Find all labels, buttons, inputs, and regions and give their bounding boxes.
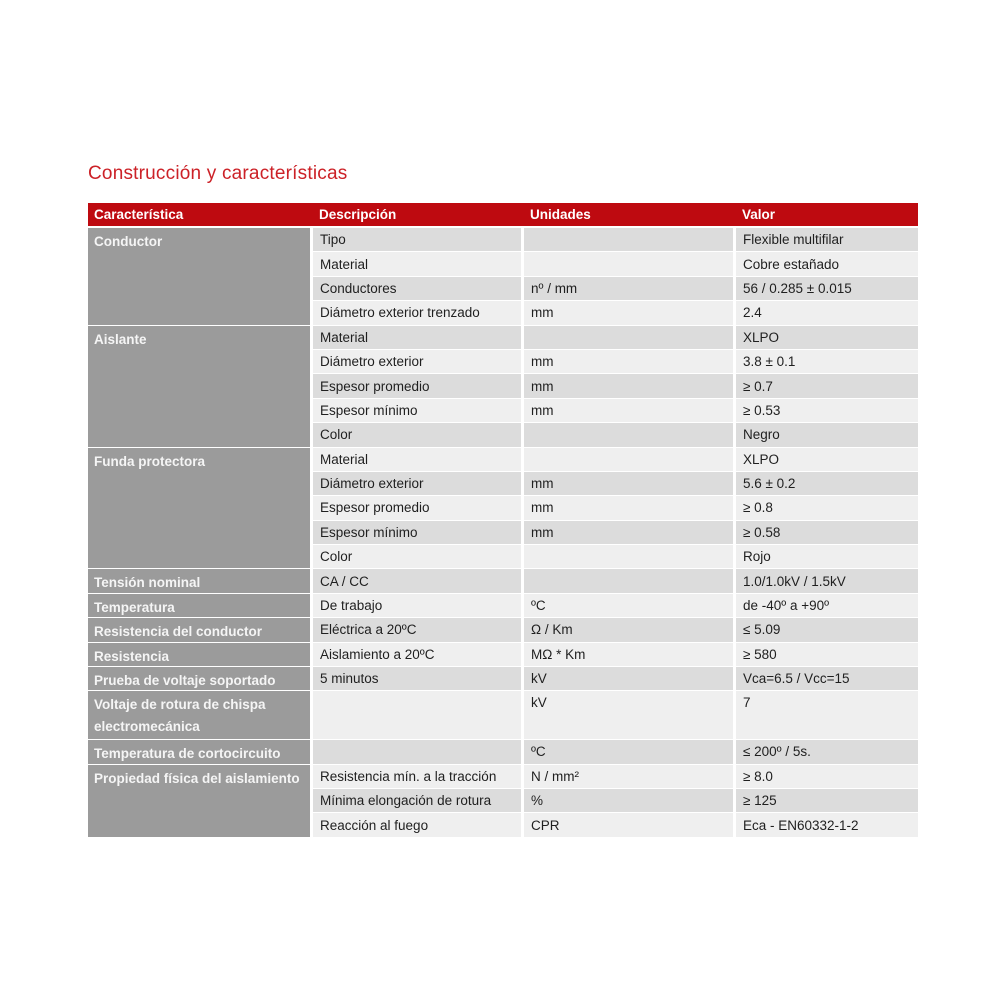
units-cell: mm [524,496,733,519]
units-cell [524,252,733,275]
value-cell: 1.0/1.0kV / 1.5kV [736,569,918,592]
value-cell: XLPO [736,326,918,349]
units-cell [524,545,733,568]
group-cell: Funda protectora [88,448,310,569]
value-cell: ≥ 0.53 [736,399,918,422]
desc-cell: Eléctrica a 20ºC [313,618,521,641]
group-cell: Conductor [88,228,310,325]
units-cell: mm [524,350,733,373]
value-cell: Vca=6.5 / Vcc=15 [736,667,918,690]
desc-cell: Diámetro exterior trenzado [313,301,521,324]
desc-cell: Diámetro exterior [313,472,521,495]
units-cell: nº / mm [524,277,733,300]
value-cell: 3.8 ± 0.1 [736,350,918,373]
group-cell: Resistencia [88,643,310,666]
units-cell: CPR [524,813,733,836]
table-body [88,228,918,837]
table-header-row [88,203,918,226]
value-cell: Eca - EN60332-1-2 [736,813,918,836]
desc-cell: Mínima elongación de rotura [313,789,521,812]
units-cell [524,448,733,471]
desc-cell: Reacción al fuego [313,813,521,836]
group-cell: Tensión nominal [88,569,310,592]
value-cell: Rojo [736,545,918,568]
desc-cell: 5 minutos [313,667,521,690]
group-cell: Prueba de voltaje soportado [88,667,310,690]
desc-cell: Conductores [313,277,521,300]
specifications-table [88,203,918,837]
value-cell: Flexible multifilar [736,228,918,251]
desc-cell: De trabajo [313,594,521,617]
value-cell: ≥ 0.58 [736,521,918,544]
desc-cell: Material [313,326,521,349]
units-cell: N / mm² [524,765,733,788]
value-cell: ≥ 0.7 [736,374,918,397]
desc-cell: Aislamiento a 20ºC [313,643,521,666]
units-cell: mm [524,521,733,544]
units-cell [524,569,733,592]
desc-cell: Espesor mínimo [313,399,521,422]
column-header-unidades: Unidades [530,207,591,222]
desc-cell: Color [313,545,521,568]
units-cell: Ω / Km [524,618,733,641]
value-cell: 2.4 [736,301,918,324]
units-cell: mm [524,374,733,397]
desc-cell: Tipo [313,228,521,251]
value-cell: ≤ 5.09 [736,618,918,641]
desc-cell: CA / CC [313,569,521,592]
units-cell: ºC [524,740,733,763]
desc-cell [313,740,521,763]
value-cell: ≥ 8.0 [736,765,918,788]
desc-cell [313,691,521,739]
units-cell: mm [524,301,733,324]
value-cell: Negro [736,423,918,446]
units-cell [524,423,733,446]
value-cell: 56 / 0.285 ± 0.015 [736,277,918,300]
value-cell: ≥ 0.8 [736,496,918,519]
value-cell: 7 [736,691,918,739]
desc-cell: Material [313,252,521,275]
units-cell [524,228,733,251]
group-cell: Propiedad física del aislamiento [88,765,310,837]
group-cell: Resistencia del conductor [88,618,310,641]
group-cell: Aislante [88,326,310,447]
units-cell: ºC [524,594,733,617]
column-header-caracteristica: Característica [94,207,184,222]
page-title: Construcción y características [88,163,348,184]
units-cell: mm [524,472,733,495]
column-header-valor: Valor [742,207,776,222]
desc-cell: Espesor mínimo [313,521,521,544]
column-header-descripcion: Descripción [319,207,397,222]
value-cell: Cobre estañado [736,252,918,275]
desc-cell: Diámetro exterior [313,350,521,373]
units-cell: mm [524,399,733,422]
group-cell: Temperatura [88,594,310,617]
units-cell: kV [524,691,733,739]
units-cell: % [524,789,733,812]
value-cell: XLPO [736,448,918,471]
desc-cell: Material [313,448,521,471]
value-cell: ≥ 125 [736,789,918,812]
value-cell: de -40º a +90º [736,594,918,617]
desc-cell: Espesor promedio [313,496,521,519]
desc-cell: Espesor promedio [313,374,521,397]
group-cell: Temperatura de cortocircuito [88,740,310,763]
desc-cell: Color [313,423,521,446]
value-cell: 5.6 ± 0.2 [736,472,918,495]
value-cell: ≤ 200º / 5s. [736,740,918,763]
units-cell [524,326,733,349]
value-cell: ≥ 580 [736,643,918,666]
units-cell: kV [524,667,733,690]
desc-cell: Resistencia mín. a la tracción [313,765,521,788]
units-cell: MΩ * Km [524,643,733,666]
group-cell: Voltaje de rotura de chispa electromecánica [88,691,310,739]
